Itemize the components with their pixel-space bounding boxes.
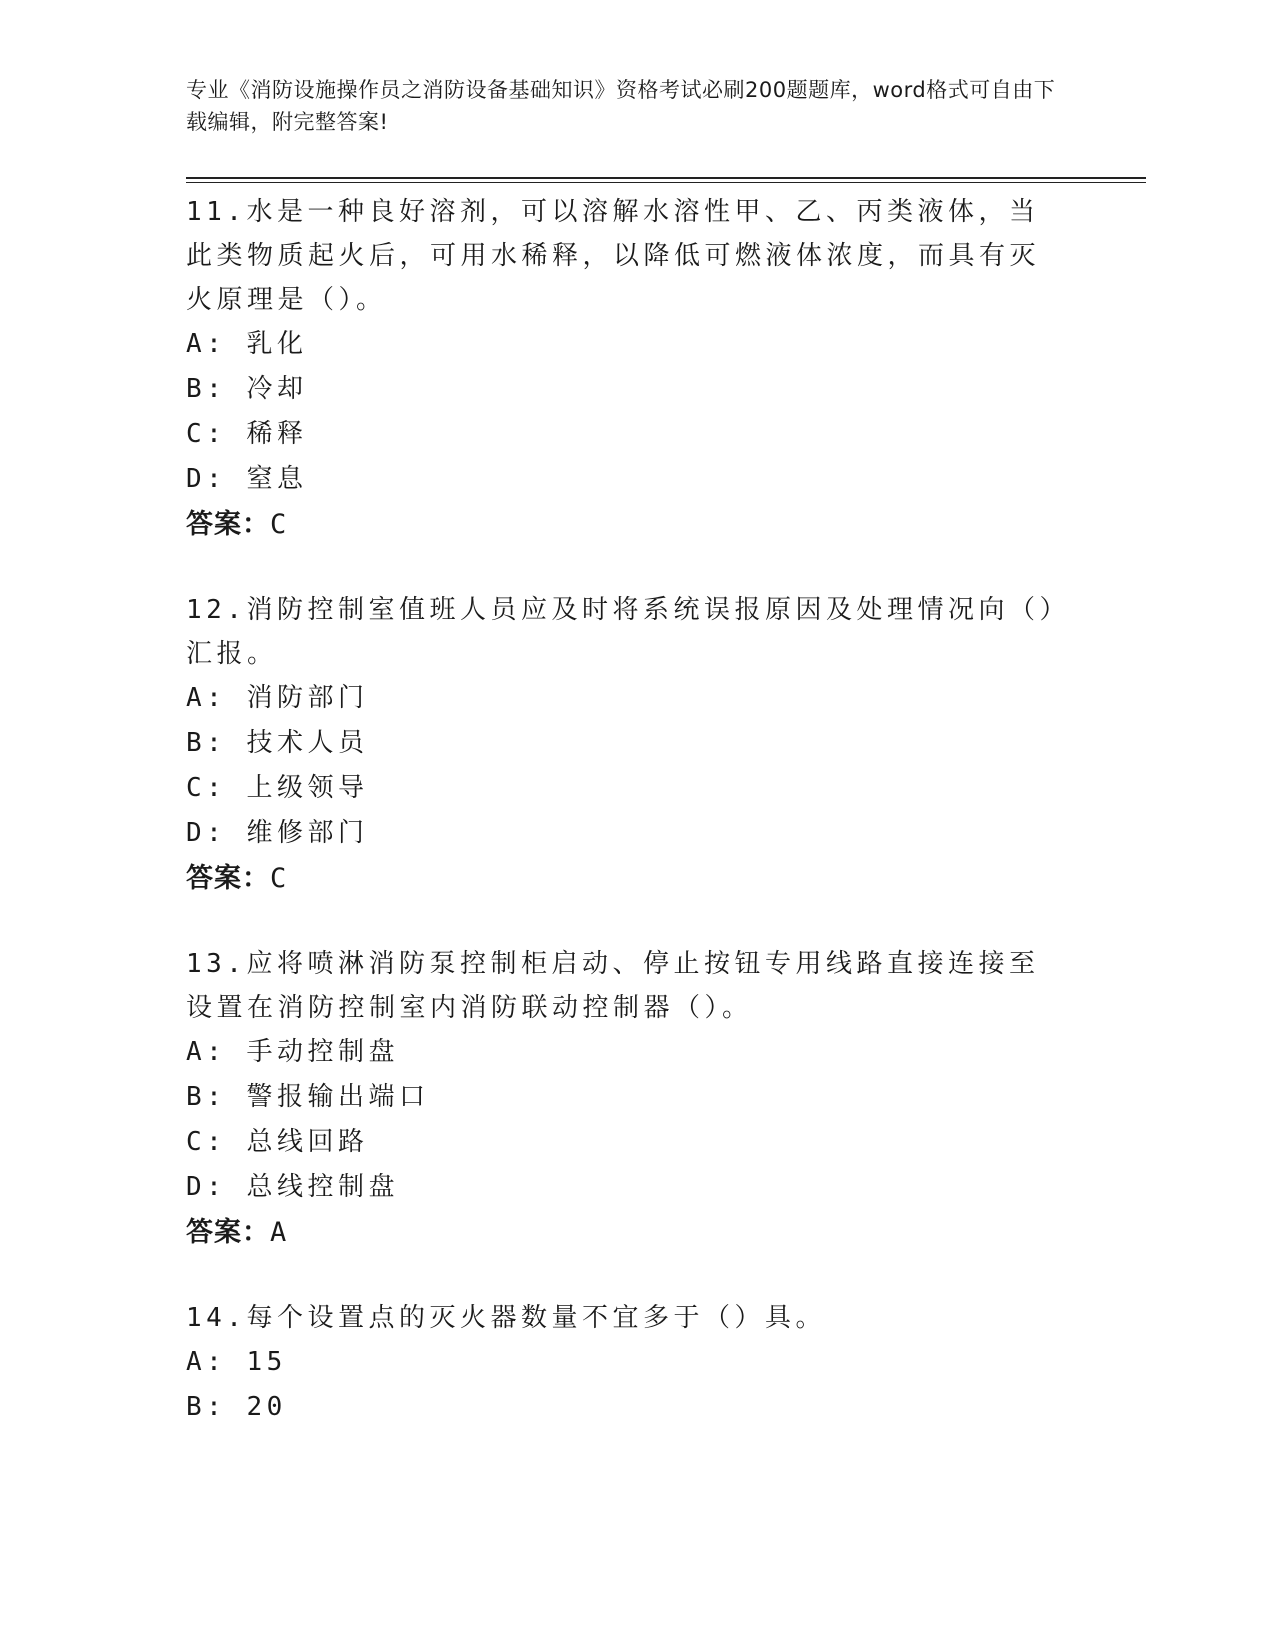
answer-label: 答案： <box>186 1217 270 1248</box>
answer-line <box>186 1210 1066 1256</box>
option-a: A: 15 <box>186 1347 287 1377</box>
option-d: D: 窒息 <box>186 464 308 494</box>
question-12 <box>186 588 1066 902</box>
option-c: C: 总线回路 <box>186 1127 369 1157</box>
header-divider <box>186 177 1146 179</box>
question-14 <box>186 1296 1066 1430</box>
question-stem: 13.应将喷淋消防泵控制柜启动、停止按钮专用线路直接连接至设置在消防控制室内消防联动控制器（）。 <box>186 949 1040 1023</box>
answer-line <box>186 856 1066 902</box>
option-d: D: 总线控制盘 <box>186 1172 399 1202</box>
option-a: A: 手动控制盘 <box>186 1037 399 1067</box>
option-b: B: 冷却 <box>186 374 308 404</box>
option-a: A: 消防部门 <box>186 683 369 713</box>
document-intro: 专业《消防设施操作员之消防设备基础知识》资格考试必刷200题题库，word格式可自由下载编辑，附完整答案! <box>186 78 1056 134</box>
header-divider-thin <box>186 182 1146 183</box>
answer-value: C <box>270 509 288 540</box>
option-b: B: 警报输出端口 <box>186 1082 430 1112</box>
question-stem: 14.每个设置点的灭火器数量不宜多于（）具。 <box>186 1303 826 1333</box>
answer-label: 答案： <box>186 509 270 540</box>
option-d: D: 维修部门 <box>186 818 369 848</box>
option-c: C: 上级领导 <box>186 773 369 803</box>
option-c: C: 稀释 <box>186 419 308 449</box>
question-stem: 11.水是一种良好溶剂，可以溶解水溶性甲、乙、丙类液体，当此类物质起火后，可用水稀释，以降低可燃液体浓度，而具有灭火原理是（）。 <box>186 197 1041 315</box>
question-13 <box>186 942 1066 1256</box>
question-list <box>186 190 1066 1470</box>
answer-label: 答案： <box>186 863 270 894</box>
option-b: B: 技术人员 <box>186 728 369 758</box>
option-a: A: 乳化 <box>186 329 308 359</box>
answer-value: A <box>270 1217 288 1248</box>
option-b: B: 20 <box>186 1392 287 1422</box>
answer-value: C <box>270 863 288 894</box>
question-stem: 12.消防控制室值班人员应及时将系统误报原因及处理情况向（）汇报。 <box>186 595 1057 669</box>
question-11 <box>186 190 1066 548</box>
answer-line <box>186 502 1066 548</box>
